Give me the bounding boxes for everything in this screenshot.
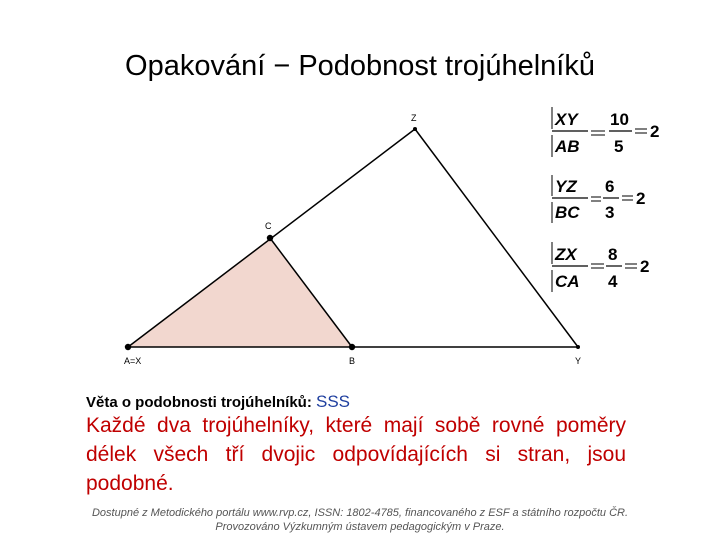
ratio-xy-ab <box>552 107 659 157</box>
ratio2-result: 2 <box>636 189 646 208</box>
theorem-heading <box>86 392 350 412</box>
ratio2-den-val: 3 <box>605 203 615 222</box>
label-c: C <box>265 221 272 231</box>
theorem-criterion: SSS <box>316 392 351 411</box>
small-triangle-abc <box>128 238 352 347</box>
label-ax: A=X <box>124 356 142 366</box>
ratio3-den-sym: CA <box>555 272 580 291</box>
slide-title: Opakování − Podobnost trojúhelníků <box>125 50 595 82</box>
ratio1-result: 2 <box>650 122 660 141</box>
point-ax <box>125 344 131 350</box>
ratio2-den-sym: BC <box>555 203 580 222</box>
ratio-yz-bc <box>552 175 645 223</box>
ratio1-num-sym: XY <box>555 110 578 129</box>
label-y: Y <box>575 356 582 366</box>
ratio2-num-sym: YZ <box>555 177 577 196</box>
footer-line-2: Provozováno Výzkumným ústavem pedagogickým v Praze. <box>215 521 505 533</box>
label-z: Z <box>411 113 417 123</box>
label-b: B <box>349 356 356 366</box>
ratio1-den-sym: AB <box>555 137 580 156</box>
point-y <box>576 345 580 349</box>
point-c <box>267 235 273 241</box>
footer-line-1: Dostupné z Metodického portálu www.rvp.cz, ISSN: 1802-4785, financovaného z ESF a státního rozpočtu ČR. <box>91 507 629 519</box>
theorem-label: Věta o podobnosti trojúhelníků: <box>86 394 312 411</box>
point-b <box>349 344 355 350</box>
point-z <box>413 127 417 131</box>
ratio1-den-val: 5 <box>614 137 624 156</box>
theorem-text: Každé dva trojúhelníky, které mají sobě rovné poměry délek všech tří dvojic odpovídajících si stran, jsou podobné. <box>86 414 626 495</box>
ratio3-num-val: 8 <box>608 245 618 264</box>
footer <box>0 506 720 534</box>
side-zy <box>415 129 578 347</box>
ratio2-num-val: 6 <box>605 177 615 196</box>
ratio3-den-val: 4 <box>608 272 618 291</box>
ratio1-num-val: 10 <box>610 110 629 129</box>
ratio-zx-ca <box>552 242 649 292</box>
ratio3-result: 2 <box>640 257 650 276</box>
ratio3-num-sym: ZX <box>555 245 577 264</box>
